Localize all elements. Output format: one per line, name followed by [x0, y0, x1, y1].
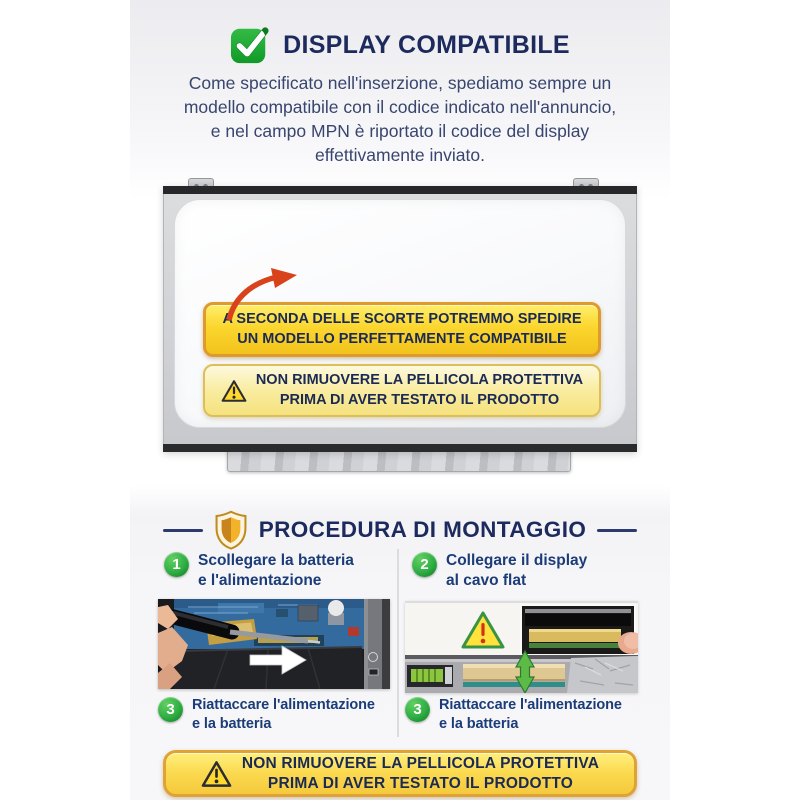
banner-text: NON RIMUOVERE LA PELLICOLA PROTETTIVA PRIMA DI AVER TESTATO IL PRODOTTO — [241, 754, 600, 792]
intro-line: Come specificato nell'inserzione, spediamo sempre un — [188, 73, 612, 93]
step-badge: 1 — [164, 552, 189, 577]
panel-top-bar — [163, 186, 637, 194]
step-badge: 3 — [158, 697, 183, 722]
intro-paragraph — [138, 72, 662, 168]
step-label: Collegare il display al cavo flat — [446, 552, 588, 590]
intro-line: modello compatibile con il codice indicato nell'annuncio, — [183, 96, 617, 117]
step-item-3-left — [158, 696, 375, 734]
check-icon — [230, 25, 270, 65]
bottom-warning-banner — [163, 750, 637, 797]
intro-line: effettivamente inviato. — [315, 144, 485, 165]
stock-warning-line: A SECONDA DELLE SCORTE POTREMMO SPEDIRE — [222, 311, 582, 327]
shield-icon — [214, 510, 248, 550]
step-badge: 2 — [412, 552, 437, 577]
photo-connect-display — [405, 601, 638, 693]
intro-line: e nel campo MPN è riportato il codice del display — [210, 120, 590, 141]
lcd-panel-image — [163, 186, 637, 452]
panel-bottom-bar — [163, 444, 637, 452]
film-warning-label — [203, 364, 601, 417]
page-header — [130, 24, 670, 66]
step-label: Scollegare la batteria e l'alimentazione — [198, 552, 354, 590]
step-item-3-right — [405, 696, 622, 734]
content-column — [130, 0, 670, 800]
section-title: PROCEDURA DI MONTAGGIO — [258, 517, 587, 542]
photo-disconnect-battery — [158, 599, 390, 689]
step-badge: 3 — [405, 697, 430, 722]
step-label: Riattaccare l'alimentazione e la batteria — [439, 697, 622, 733]
stock-warning-line: UN MODELLO PERFETTAMENTE COMPATIBILE — [237, 330, 567, 347]
film-warning-text: NON RIMUOVERE LA PELLICOLA PROTETTIVA PRIMA DI AVER TESTATO IL PRODOTTO — [255, 372, 584, 408]
page-title: DISPLAY COMPATIBILE — [283, 30, 570, 59]
curved-arrow-icon — [221, 266, 305, 322]
divider-line-right — [597, 529, 637, 532]
step-label: Riattaccare l'alimentazione e la batteria — [192, 697, 375, 733]
warning-triangle-icon — [221, 379, 247, 403]
divider-line-left — [163, 529, 203, 532]
step-item-2 — [412, 551, 587, 592]
warning-triangle-icon — [201, 760, 232, 788]
step-item-1 — [164, 551, 354, 592]
column-divider — [397, 549, 399, 737]
section-header — [130, 510, 670, 550]
